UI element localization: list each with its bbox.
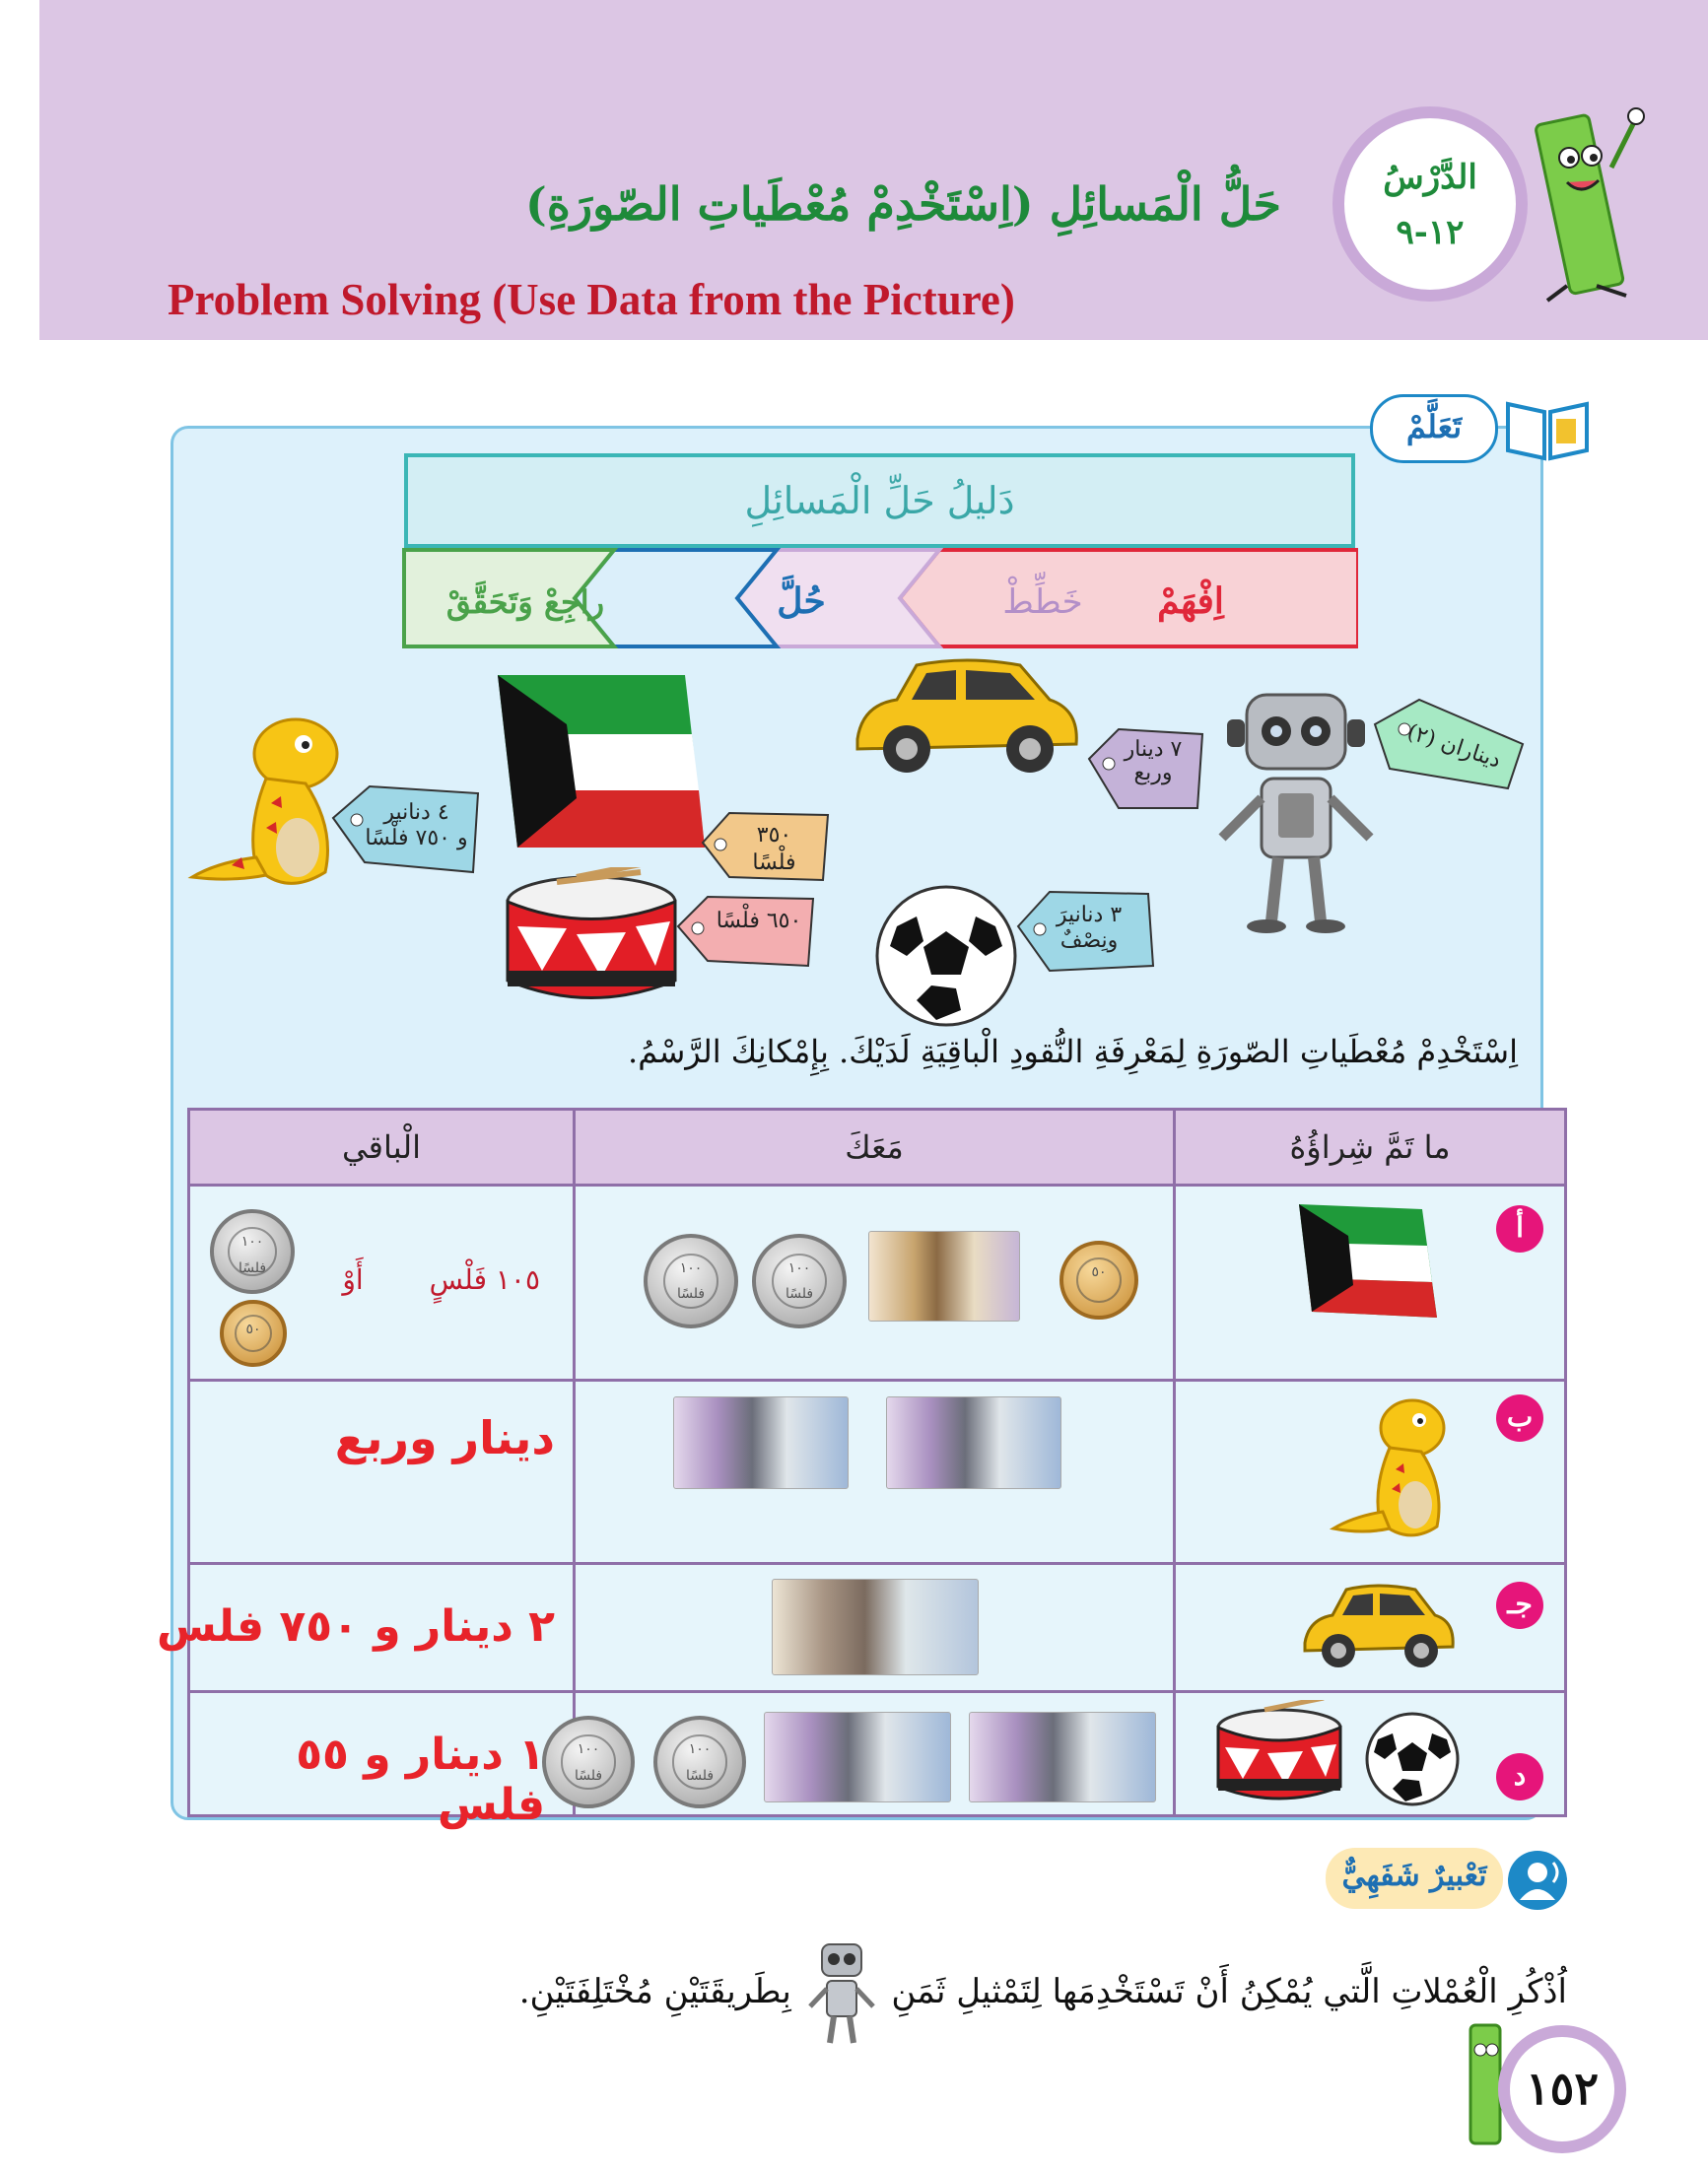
- open-book-icon: [1503, 394, 1592, 463]
- drum-price-tag: ٦٥٠ فلْسًا: [716, 909, 802, 933]
- ruler-mascot-icon: [1518, 99, 1646, 306]
- oral-text-part1: اُذْكُرِ الْعُمْلاتِ الَّتي يُمْكِنُ أَنْ تَسْتَخْدِمَها لِتَمْثيلِ ثَمَنِ: [891, 1972, 1567, 2011]
- remaining-b: دينار وربع: [334, 1411, 555, 1464]
- toy-car-icon: [1299, 1582, 1457, 1675]
- robot-toy-icon: [802, 1939, 881, 2048]
- row-divider: [190, 1690, 1564, 1693]
- instruction-text: اِسْتَخْدِمْ مُعْطَياتِ الصّورَةِ لِمَعْرِفَةِ النُّقودِ الْباقِيَةِ لَدَيْكَ. بِإِمْكانِكَ الرَّسْمُ.: [628, 1033, 1518, 1070]
- puzzle-price-tag: ٣٥٠ فلْسًا: [752, 823, 796, 875]
- oral-expression-badge: تَعْبيرٌ شَفَهِيٌّ: [1326, 1848, 1503, 1909]
- coin-100-fils: ١٠٠ فلسًا: [644, 1234, 738, 1328]
- lesson-word: الدَّرْسُ: [1383, 158, 1477, 197]
- header-remaining: الْباقي: [190, 1111, 573, 1184]
- kuwait-flag-puzzle-icon: [488, 670, 715, 852]
- lesson-number: ١٢-٩: [1396, 213, 1465, 252]
- column-divider: [1173, 1111, 1176, 1814]
- problem-solving-guide-title: دَليلُ حَلِّ الْمَسائِلِ: [404, 453, 1355, 548]
- learn-badge: تَعَلَّمْ: [1370, 394, 1498, 463]
- banknote-10-dinars: [772, 1579, 979, 1675]
- drum-toy-icon: [498, 867, 685, 1015]
- remaining-c: ٢ دينار و ٧٥٠ فلس: [157, 1601, 555, 1652]
- row-letter-c: جـ: [1496, 1582, 1543, 1629]
- page-title-english: Problem Solving (Use Data from the Picture): [168, 275, 1015, 324]
- row-letter-b: ب: [1496, 1394, 1543, 1442]
- coin-50-fils: ٥٠: [1059, 1241, 1138, 1320]
- car-price-line2: وربع: [1133, 761, 1173, 785]
- step-solve: حُلَّ: [777, 580, 826, 622]
- car-price-line1: ٧ دينار: [1124, 737, 1183, 762]
- dinosaur-price-line1: ٤ دنانير: [383, 800, 449, 825]
- step-check: راجِعْ وَتَحَقَّقْ: [445, 583, 605, 621]
- row-divider: [190, 1562, 1564, 1565]
- car-price-tag: [1109, 734, 1197, 789]
- banknote-5-dinars: [673, 1396, 849, 1489]
- header-purchased: ما تَمَّ شِراؤُهُ: [1176, 1111, 1564, 1184]
- oral-text-part2: بِطَريقَتَيْنِ مُخْتَلِفَتَيْنِ.: [518, 1972, 791, 2011]
- column-divider: [573, 1111, 576, 1814]
- coin-100-fils: ١٠٠ فلسًا: [210, 1209, 295, 1294]
- dinosaur-toy-icon: [1329, 1389, 1457, 1551]
- ball-price-tag: [1040, 899, 1138, 958]
- soccer-ball-icon: [1363, 1710, 1462, 1808]
- speaking-person-icon: [1508, 1851, 1567, 1910]
- step-plan: خَطِّطْ: [1002, 582, 1083, 622]
- soccer-ball-icon: [872, 882, 1020, 1030]
- kuwait-flag-puzzle-icon: [1294, 1201, 1442, 1320]
- toy-car-icon: [848, 655, 1084, 783]
- remaining-a-amount: ١٠٥ فَلْسٍ: [429, 1263, 540, 1296]
- lesson-number-circle: [1332, 106, 1528, 302]
- page-number: ١٥٢: [1498, 2025, 1626, 2153]
- coin-100-fils: ١٠٠ فلسًا: [752, 1234, 847, 1328]
- ball-price-line1: ٣ دنانيرَ: [1056, 903, 1123, 927]
- coin-50-fils: ٥٠: [220, 1300, 287, 1367]
- step-understand: اِفْهَمْ: [1157, 580, 1224, 622]
- problem-solving-steps: [402, 548, 1358, 648]
- header-you-have: مَعَكَ: [576, 1111, 1173, 1184]
- money-table: [157, 1108, 1567, 1830]
- row-letter-a: أ: [1496, 1205, 1543, 1253]
- banknote-5-dinars: [969, 1712, 1156, 1802]
- row-letter-d: د: [1496, 1753, 1543, 1800]
- coin-100-fils: ١٠٠ فلسًا: [653, 1716, 746, 1808]
- or-word: أَوْ: [342, 1263, 364, 1296]
- robot-price-tag: ديناران (٢): [1403, 719, 1504, 774]
- dinosaur-price-tag: [355, 796, 478, 855]
- banknote-5-dinars: [764, 1712, 951, 1802]
- oral-expression-text: [414, 1939, 1567, 2048]
- row-divider: [190, 1184, 1564, 1187]
- banknote-quarter-dinar: [868, 1231, 1020, 1322]
- row-divider: [190, 1379, 1564, 1382]
- drum-toy-icon: [1210, 1700, 1348, 1810]
- dinosaur-price-line2: و ٧٥٠ فلْسًا: [365, 826, 468, 850]
- page-title-arabic: حَلُّ الْمَسائِلِ (اِسْتَخْدِمْ مُعْطَياتِ الصّورَةِ): [525, 177, 1281, 231]
- remaining-d: ١ دينار و ٥٥ فلس: [296, 1730, 545, 1830]
- banknote-5-dinars: [886, 1396, 1061, 1489]
- coin-100-fils: ١٠٠ فلسًا: [542, 1716, 635, 1808]
- step-understand-shape: [900, 550, 1358, 646]
- ball-price-line2: ونِصْفٌ: [1059, 928, 1119, 953]
- robot-toy-icon: [1207, 690, 1385, 936]
